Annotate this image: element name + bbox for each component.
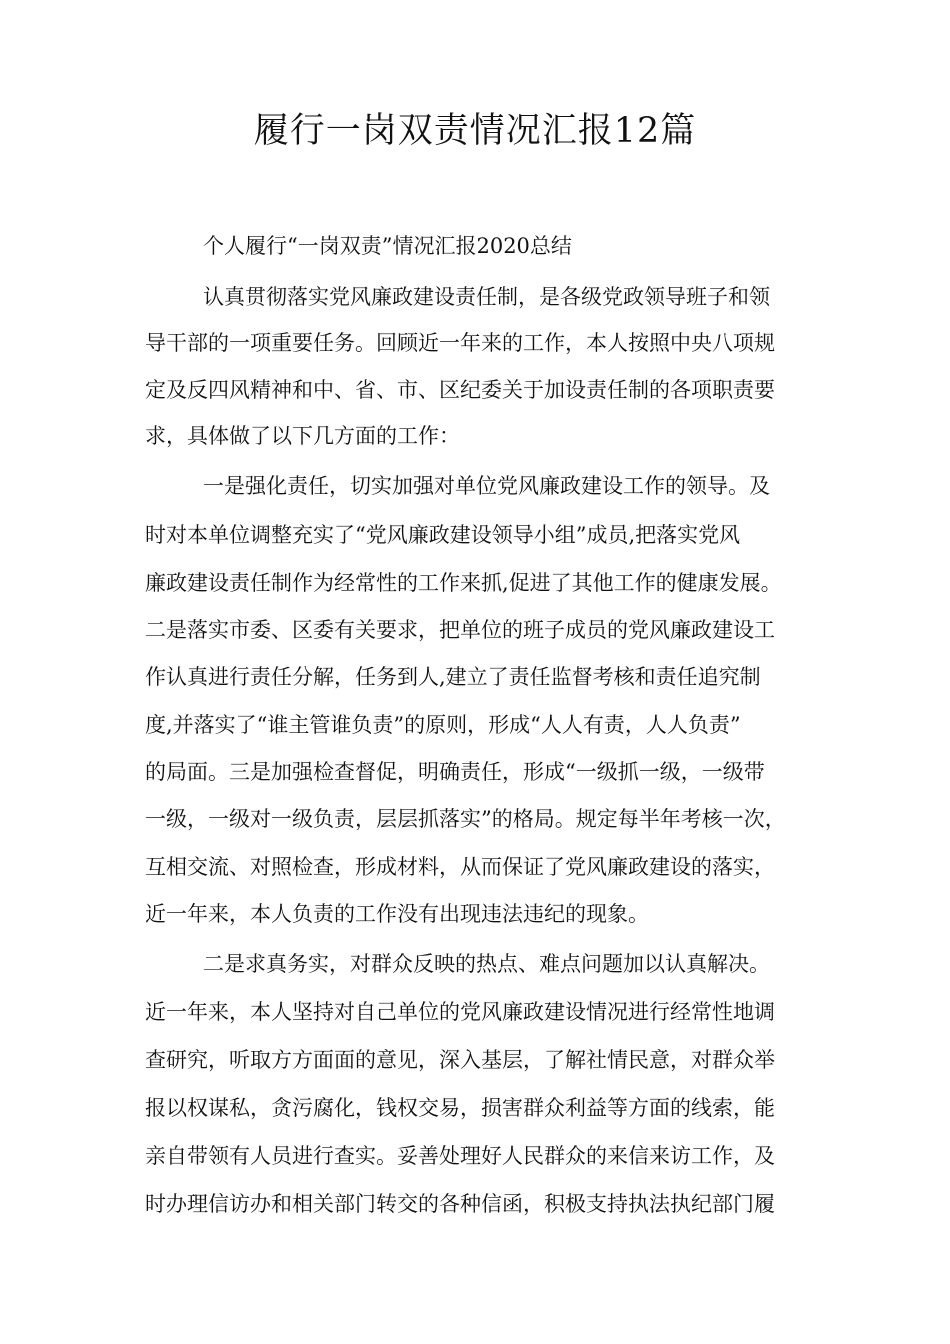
paragraph-line: 时办理信访办和相关部门转交的各种信函，积极支持执法执纪部门履 [145, 1192, 775, 1216]
paragraph-line: 近一年来，本人坚持对自己单位的党风廉政建设情况进行经常性地调 [145, 1000, 775, 1024]
paragraph-line: 一是强化责任，切实加强对单位党风廉政建设工作的领导。及 [203, 474, 770, 498]
paragraph-line: 报以权谋私，贪污腐化，钱权交易，损害群众利益等方面的线索，能 [145, 1096, 775, 1120]
paragraph-line: 度,并落实了“谁主管谁负责”的原则，形成“人人有责，人人负责” [145, 713, 741, 737]
paragraph-line: 作认真进行责任分解，任务到人,建立了责任监督考核和责任追究制 [145, 665, 761, 689]
paragraph-line: 亲自带领有人员进行查实。妥善处理好人民群众的来信来访工作，及 [145, 1144, 775, 1168]
paragraph-line: 求，具体做了以下几方面的工作： [145, 424, 460, 448]
paragraph-line: 廉政建设责任制作为经常性的工作来抓,促进了其他工作的健康发展。 [145, 571, 782, 595]
paragraph-line: 近一年来，本人负责的工作没有出现违法违纪的现象。 [145, 902, 649, 926]
paragraph-line: 时对本单位调整充实了“党风廉政建设领导小组”成员,把落实党风 [145, 523, 741, 547]
paragraph-line: 二是求真务实，对群众反映的热点、难点问题加以认真解决。 [203, 952, 770, 976]
paragraph-line: 认真贯彻落实党风廉政建设责任制，是各级党政领导班子和领 [203, 285, 770, 309]
paragraph-line: 一级，一级对一级负责，层层抓落实”的格局。规定每半年考核一次， [145, 807, 786, 831]
paragraph-line: 定及反四风精神和中、省、市、区纪委关于加设责任制的各项职责要 [145, 378, 775, 402]
paragraph-line: 查研究，听取方方面面的意见，深入基层，了解社情民意，对群众举 [145, 1048, 775, 1072]
paragraph-line: 互相交流、对照检查，形成材料，从而保证了党风廉政建设的落实， [145, 855, 775, 879]
document-title: 履行一岗双责情况汇报12篇 [253, 111, 697, 151]
paragraph-line: 的局面。三是加强检查督促，明确责任，形成“一级抓一级，一级带 [145, 760, 765, 784]
document-subtitle: 个人履行“一岗双责”情况汇报2020总结 [203, 234, 572, 258]
paragraph-line: 导干部的一项重要任务。回顾近一年来的工作，本人按照中央八项规 [145, 331, 775, 355]
paragraph-line: 二是落实市委、区委有关要求，把单位的班子成员的党风廉政建设工 [145, 618, 775, 642]
